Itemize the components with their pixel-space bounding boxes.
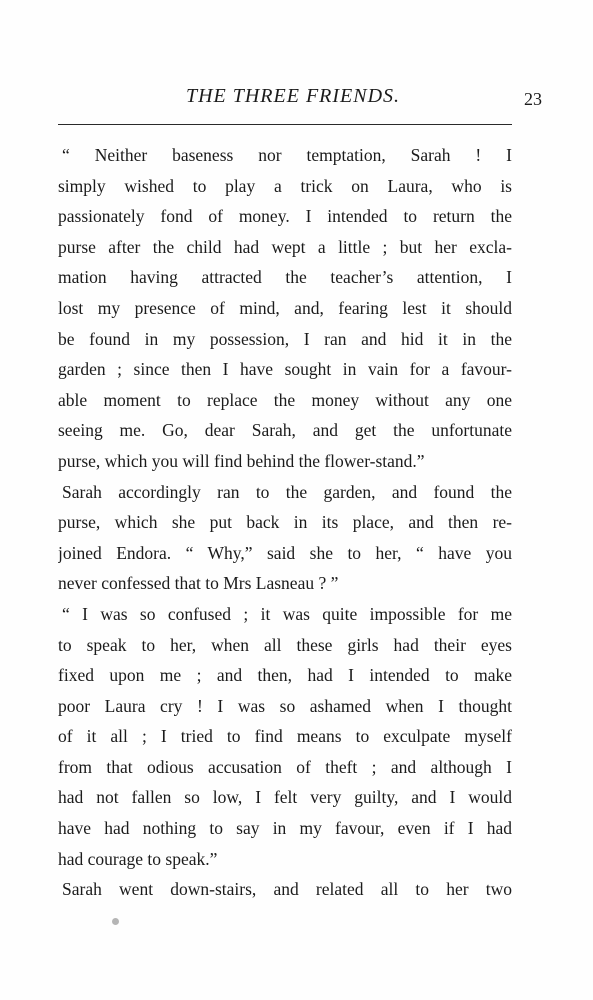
text-line: simply wished to play a trick on Laura, who is (58, 175, 512, 196)
text-line: have had nothing to say in my favour, even if I had (58, 818, 512, 839)
text-line: poor Laura cry ! I was so ashamed when I thought (58, 695, 512, 716)
text-line: purse after the child had wept a little ; but her excla- (58, 236, 512, 257)
page-header (58, 80, 542, 112)
text-line: fixed upon me ; and then, had I intended to make (58, 665, 512, 686)
text-line: “ Neither baseness nor temptation, Sarah ! I (62, 145, 512, 165)
header-rule (58, 124, 512, 125)
text-line: purse, which she put back in its place, and then re- (58, 512, 512, 533)
text-line: had courage to speak.” (58, 848, 218, 869)
running-title: THE THREE FRIENDS. (185, 85, 401, 107)
text-line: lost my presence of mind, and, fearing lest it should (58, 297, 512, 318)
text-line: from that odious accusation of theft ; and although I (58, 756, 512, 777)
text-line: to speak to her, when all these girls had their eyes (58, 634, 512, 655)
page-number: 23 (524, 89, 542, 109)
text-line: passionately fond of money. I intended to return the (58, 206, 512, 227)
ink-speck (112, 918, 119, 925)
text-line: purse, which you will find behind the flower-stand.” (58, 450, 425, 471)
text-line: seeing me. Go, dear Sarah, and get the unfortunate (58, 420, 512, 441)
text-line: joined Endora. “ Why,” said she to her, “ have you (58, 542, 512, 563)
text-line: never confessed that to Mrs Lasneau ? ” (58, 573, 339, 594)
text-line: be found in my possession, I ran and hid it in the (58, 328, 512, 349)
text-line: able moment to replace the money without any one (58, 389, 512, 410)
text-line: had not fallen so low, I felt very guilty, and I would (58, 787, 512, 808)
text-line: Sarah went down-stairs, and related all to her two (62, 879, 512, 900)
text-line: Sarah accordingly ran to the garden, and found the (62, 481, 512, 502)
body-text (58, 140, 512, 905)
text-line: garden ; since then I have sought in vain for a favour- (58, 359, 512, 380)
text-line: of it all ; I tried to find means to exculpate myself (58, 726, 512, 747)
text-line: mation having attracted the teacher’s attention, I (58, 267, 512, 288)
text-line: “ I was so confused ; it was quite impossible for me (62, 603, 512, 624)
